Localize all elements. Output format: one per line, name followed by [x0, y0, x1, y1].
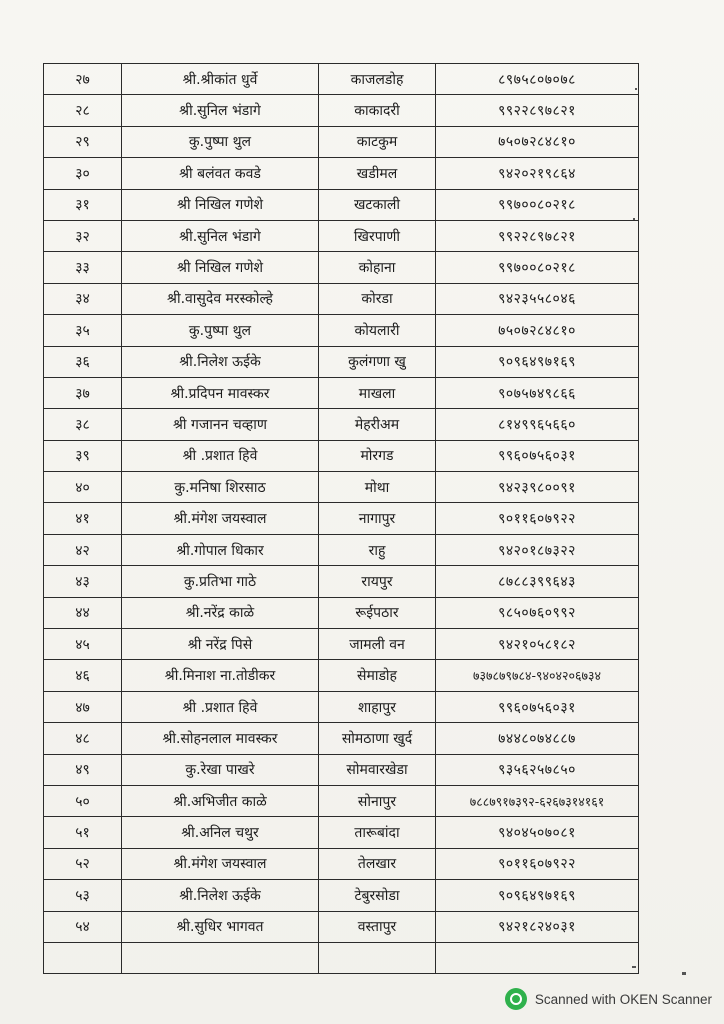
- village-cell: काकादरी: [319, 95, 436, 126]
- serial-number-cell: ४०: [44, 472, 122, 503]
- village-cell: तेलखार: [319, 848, 436, 879]
- village-cell: कोयलारी: [319, 315, 436, 346]
- phone-cell: ७४४८०७४८८७: [436, 723, 639, 754]
- serial-number-cell: ४६: [44, 660, 122, 691]
- scanner-watermark: [505, 988, 712, 1010]
- phone-cell: ९०९६४९७१६९: [436, 880, 639, 911]
- table-row: [44, 848, 639, 879]
- serial-number-cell: २८: [44, 95, 122, 126]
- scan-speck: [682, 972, 686, 975]
- table-row: [44, 252, 639, 283]
- name-cell: कु.प्रतिभा गाठे: [122, 566, 319, 597]
- serial-number-cell: ३१: [44, 189, 122, 220]
- name-cell: श्री.मंगेश जयस्वाल: [122, 848, 319, 879]
- serial-number-cell: ४१: [44, 503, 122, 534]
- table-row: [44, 95, 639, 126]
- table-row: [44, 64, 639, 95]
- serial-number-cell: ५४: [44, 911, 122, 942]
- village-cell: रायपुर: [319, 566, 436, 597]
- serial-number-cell: ३५: [44, 315, 122, 346]
- village-cell: रूईपठार: [319, 597, 436, 628]
- name-cell: श्री.मंगेश जयस्वाल: [122, 503, 319, 534]
- table-row: [44, 785, 639, 816]
- table-row: [44, 566, 639, 597]
- serial-number-cell: ५०: [44, 785, 122, 816]
- table-row: [44, 126, 639, 157]
- name-cell: श्री.अनिल चथुर: [122, 817, 319, 848]
- phone-cell: ९४२३९८००९१: [436, 472, 639, 503]
- table-row: [44, 283, 639, 314]
- scan-speck: [635, 88, 637, 90]
- name-cell: श्री .प्रशात हिवे: [122, 691, 319, 722]
- serial-number-cell: ४५: [44, 629, 122, 660]
- name-cell: श्री निखिल गणेशे: [122, 189, 319, 220]
- name-cell: कु.पुष्पा थुल: [122, 315, 319, 346]
- village-cell: वस्तापुर: [319, 911, 436, 942]
- serial-number-cell: ५२: [44, 848, 122, 879]
- table-row: [44, 691, 639, 722]
- table-row: [44, 942, 639, 973]
- watermark-text: Scanned with OKEN Scanner: [534, 991, 712, 1007]
- name-cell: श्री.सुधिर भागवत: [122, 911, 319, 942]
- village-cell: नागापुर: [319, 503, 436, 534]
- phone-cell: ९४२१८२४०३१: [436, 911, 639, 942]
- name-cell: कु.पुष्पा थुल: [122, 126, 319, 157]
- phone-cell: [436, 942, 639, 973]
- scan-speck: [632, 966, 636, 968]
- serial-number-cell: ४८: [44, 723, 122, 754]
- table-row: [44, 315, 639, 346]
- serial-number-cell: ५३: [44, 880, 122, 911]
- phone-cell: ८७८८३९९६४३: [436, 566, 639, 597]
- phone-cell: ९९६०७५६०३१: [436, 691, 639, 722]
- village-cell: कुलंगणा खु: [319, 346, 436, 377]
- village-cell: सोमवारखेडा: [319, 754, 436, 785]
- table-row: [44, 660, 639, 691]
- name-cell: श्री.सोहनलाल मावस्कर: [122, 723, 319, 754]
- phone-cell: ९९२२८९७८२१: [436, 220, 639, 251]
- village-cell: कोहाना: [319, 252, 436, 283]
- table-row: [44, 723, 639, 754]
- table-body: [44, 64, 639, 974]
- table-row: [44, 880, 639, 911]
- village-cell: खटकाली: [319, 189, 436, 220]
- name-cell: श्री.प्रदिपन मावस्कर: [122, 377, 319, 408]
- serial-number-cell: ४३: [44, 566, 122, 597]
- table-row: [44, 158, 639, 189]
- serial-number-cell: [44, 942, 122, 973]
- table-row: [44, 629, 639, 660]
- name-cell: श्री.सुनिल भंडागे: [122, 95, 319, 126]
- table-row: [44, 597, 639, 628]
- table-row: [44, 817, 639, 848]
- phone-cell: ९४२०२१९८६४: [436, 158, 639, 189]
- name-cell: श्री.मिनाश ना.तोडीकर: [122, 660, 319, 691]
- serial-number-cell: ३७: [44, 377, 122, 408]
- table-row: [44, 346, 639, 377]
- name-cell: श्री.श्रीकांत धुर्वे: [122, 64, 319, 95]
- scanner-logo-icon: [505, 988, 527, 1010]
- table-row: [44, 472, 639, 503]
- name-cell: श्री.निलेश ऊईके: [122, 346, 319, 377]
- village-cell: खडीमल: [319, 158, 436, 189]
- phone-cell: ९०११६०७९२२: [436, 503, 639, 534]
- serial-number-cell: ३३: [44, 252, 122, 283]
- scan-speck: [633, 218, 635, 220]
- table-row: [44, 220, 639, 251]
- village-cell: तारूबांदा: [319, 817, 436, 848]
- phone-cell: ७५०७२८४८१०: [436, 126, 639, 157]
- name-cell: श्री.गोपाल धिकार: [122, 534, 319, 565]
- table-row: [44, 377, 639, 408]
- table-row: [44, 409, 639, 440]
- phone-cell: ९४२०१८७३२२: [436, 534, 639, 565]
- name-cell: श्री बलंवत कवडे: [122, 158, 319, 189]
- name-cell: श्री.नरेंद्र काळे: [122, 597, 319, 628]
- name-cell: श्री निखिल गणेशे: [122, 252, 319, 283]
- village-cell: काजलडोह: [319, 64, 436, 95]
- serial-number-cell: ४२: [44, 534, 122, 565]
- name-cell: श्री नरेंद्र पिसे: [122, 629, 319, 660]
- village-cell: कोरडा: [319, 283, 436, 314]
- serial-number-cell: २९: [44, 126, 122, 157]
- phone-cell: ९९७००८०२१८: [436, 189, 639, 220]
- contact-table: [43, 63, 639, 974]
- name-cell: श्री.सुनिल भंडागे: [122, 220, 319, 251]
- phone-cell: ७८८७९१७३९२-६२६७३१४१६१: [436, 785, 639, 816]
- table-row: [44, 189, 639, 220]
- village-cell: सोनापुर: [319, 785, 436, 816]
- village-cell: [319, 942, 436, 973]
- serial-number-cell: ३२: [44, 220, 122, 251]
- phone-cell: ९९२२८९७८२१: [436, 95, 639, 126]
- phone-cell: ९८५०७६०९९२: [436, 597, 639, 628]
- name-cell: कु.रेखा पाखरे: [122, 754, 319, 785]
- phone-cell: ७३७८७९७८४-९४०४२०६७३४: [436, 660, 639, 691]
- table-row: [44, 754, 639, 785]
- name-cell: श्री गजानन चव्हाण: [122, 409, 319, 440]
- village-cell: टेबुरसोडा: [319, 880, 436, 911]
- phone-cell: ९९६०७५६०३१: [436, 440, 639, 471]
- phone-cell: ९३५६२५७८५०: [436, 754, 639, 785]
- name-cell: श्री .प्रशात हिवे: [122, 440, 319, 471]
- village-cell: मोरगड: [319, 440, 436, 471]
- table-row: [44, 911, 639, 942]
- village-cell: मोथा: [319, 472, 436, 503]
- name-cell: श्री.अभिजीत काळे: [122, 785, 319, 816]
- name-cell: श्री.वासुदेव मरस्कोल्हे: [122, 283, 319, 314]
- village-cell: सोमठाणा खुर्द: [319, 723, 436, 754]
- phone-cell: ९४०४५०७०८१: [436, 817, 639, 848]
- name-cell: श्री.निलेश ऊईके: [122, 880, 319, 911]
- serial-number-cell: ४९: [44, 754, 122, 785]
- village-cell: मेहरीअम: [319, 409, 436, 440]
- serial-number-cell: ४७: [44, 691, 122, 722]
- phone-cell: ९४२१०५८१८२: [436, 629, 639, 660]
- village-cell: जामली वन: [319, 629, 436, 660]
- phone-cell: ९९७००८०२१८: [436, 252, 639, 283]
- serial-number-cell: ३०: [44, 158, 122, 189]
- serial-number-cell: ३९: [44, 440, 122, 471]
- name-cell: [122, 942, 319, 973]
- table-row: [44, 503, 639, 534]
- table-row: [44, 534, 639, 565]
- village-cell: राहु: [319, 534, 436, 565]
- phone-cell: ९०७५७४९८६६: [436, 377, 639, 408]
- serial-number-cell: ३४: [44, 283, 122, 314]
- village-cell: शाहापुर: [319, 691, 436, 722]
- phone-cell: ७५०७२८४८१०: [436, 315, 639, 346]
- table-row: [44, 440, 639, 471]
- phone-cell: ८१४९९६५६६०: [436, 409, 639, 440]
- serial-number-cell: ४४: [44, 597, 122, 628]
- serial-number-cell: ३८: [44, 409, 122, 440]
- village-cell: माखला: [319, 377, 436, 408]
- phone-cell: ९४२३५५८०४६: [436, 283, 639, 314]
- serial-number-cell: २७: [44, 64, 122, 95]
- name-cell: कु.मनिषा शिरसाठ: [122, 472, 319, 503]
- phone-cell: ९०९६४९७१६९: [436, 346, 639, 377]
- serial-number-cell: ३६: [44, 346, 122, 377]
- village-cell: खिरपाणी: [319, 220, 436, 251]
- village-cell: सेमाडोह: [319, 660, 436, 691]
- village-cell: काटकुम: [319, 126, 436, 157]
- phone-cell: ९०११६०७९२२: [436, 848, 639, 879]
- serial-number-cell: ५१: [44, 817, 122, 848]
- phone-cell: ८९७५८०७०७८: [436, 64, 639, 95]
